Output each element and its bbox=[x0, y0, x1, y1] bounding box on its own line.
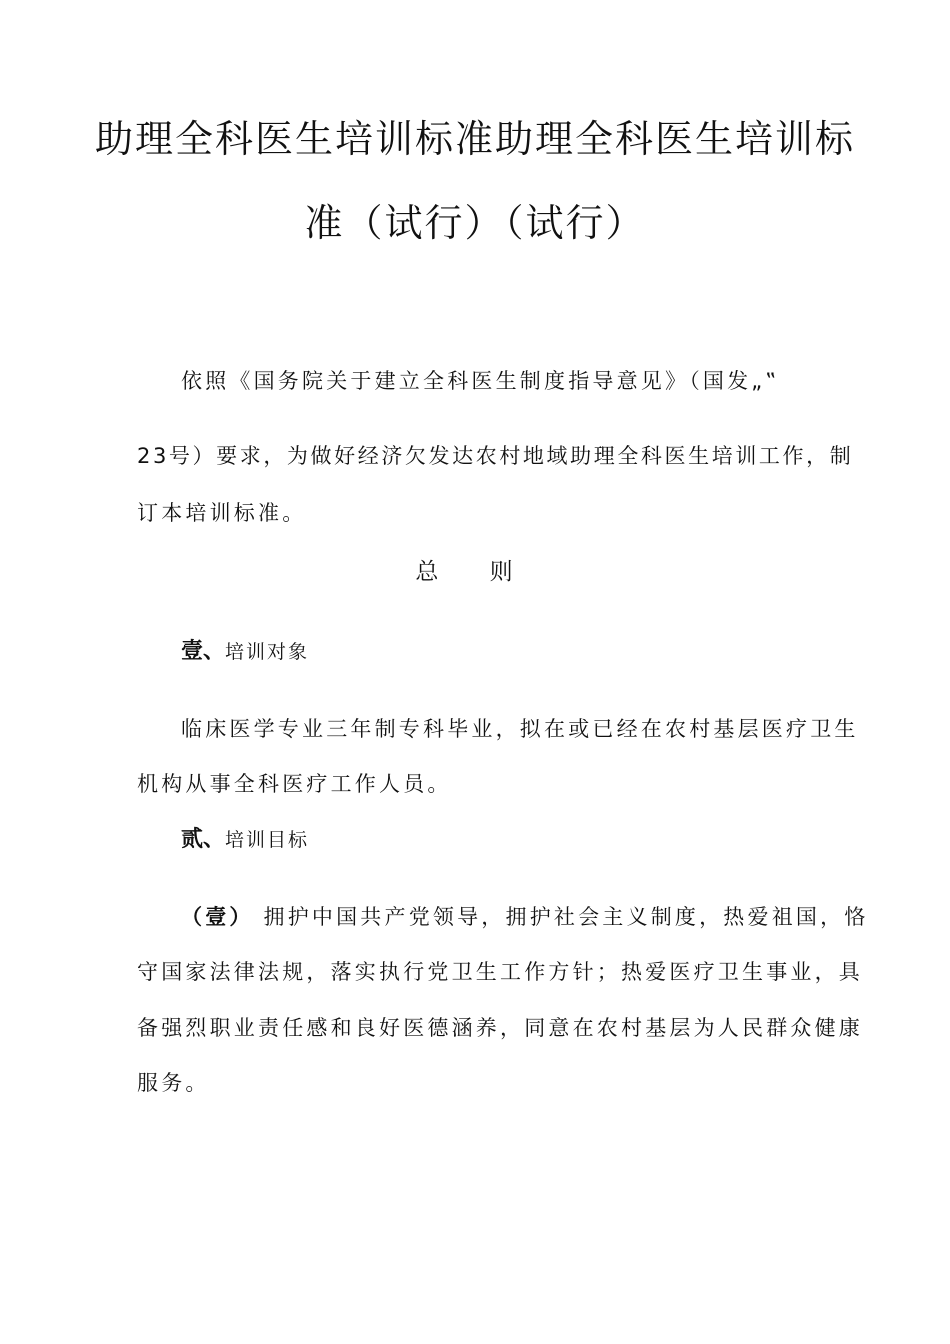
item-2-para-line-1 bbox=[181, 901, 869, 931]
item-1-number: 壹、 bbox=[181, 639, 226, 664]
item-2-number: 贰、 bbox=[181, 827, 226, 852]
item-1-heading bbox=[181, 634, 309, 665]
item-1-title: 培训对象 bbox=[225, 641, 310, 663]
section-heading-general: 总 则 bbox=[415, 559, 535, 585]
item-2-para-line-3: 备强烈职业责任感和良好医德涵养，同意在农村基层为人民群众健康 bbox=[137, 1016, 863, 1040]
document-title-line-2: 准（试行）（试行） bbox=[304, 201, 646, 245]
document-title-line-1: 助理全科医生培训标准助理全科医生培训标 bbox=[94, 117, 855, 161]
intro-line-2: 23号）要求，为做好经济欠发达农村地域助理全科医生培训工作，制 bbox=[137, 444, 854, 468]
item-1-para-line-2: 机构从事全科医疗工作人员。 bbox=[137, 772, 452, 796]
item-1-para-line-1: 临床医学专业三年制专科毕业，拟在或已经在农村基层医疗卫生 bbox=[181, 717, 859, 741]
item-2-sub-1-number: （壹） bbox=[181, 905, 254, 929]
item-2-para-line-4: 服务。 bbox=[137, 1071, 210, 1095]
item-2-heading bbox=[181, 822, 309, 853]
item-2-para-line-1-text: 拥护中国共产党领导，拥护社会主义制度，热爱祖国，恪 bbox=[263, 905, 869, 929]
item-2-para-line-2: 守国家法律法规，落实执行党卫生工作方针；热爱医疗卫生事业，具 bbox=[137, 960, 863, 984]
intro-line-1: 依照《国务院关于建立全科医生制度指导意见》（国发„‟ bbox=[181, 369, 780, 393]
item-2-title: 培训目标 bbox=[225, 829, 310, 851]
intro-line-3: 订本培训标准。 bbox=[137, 501, 307, 525]
